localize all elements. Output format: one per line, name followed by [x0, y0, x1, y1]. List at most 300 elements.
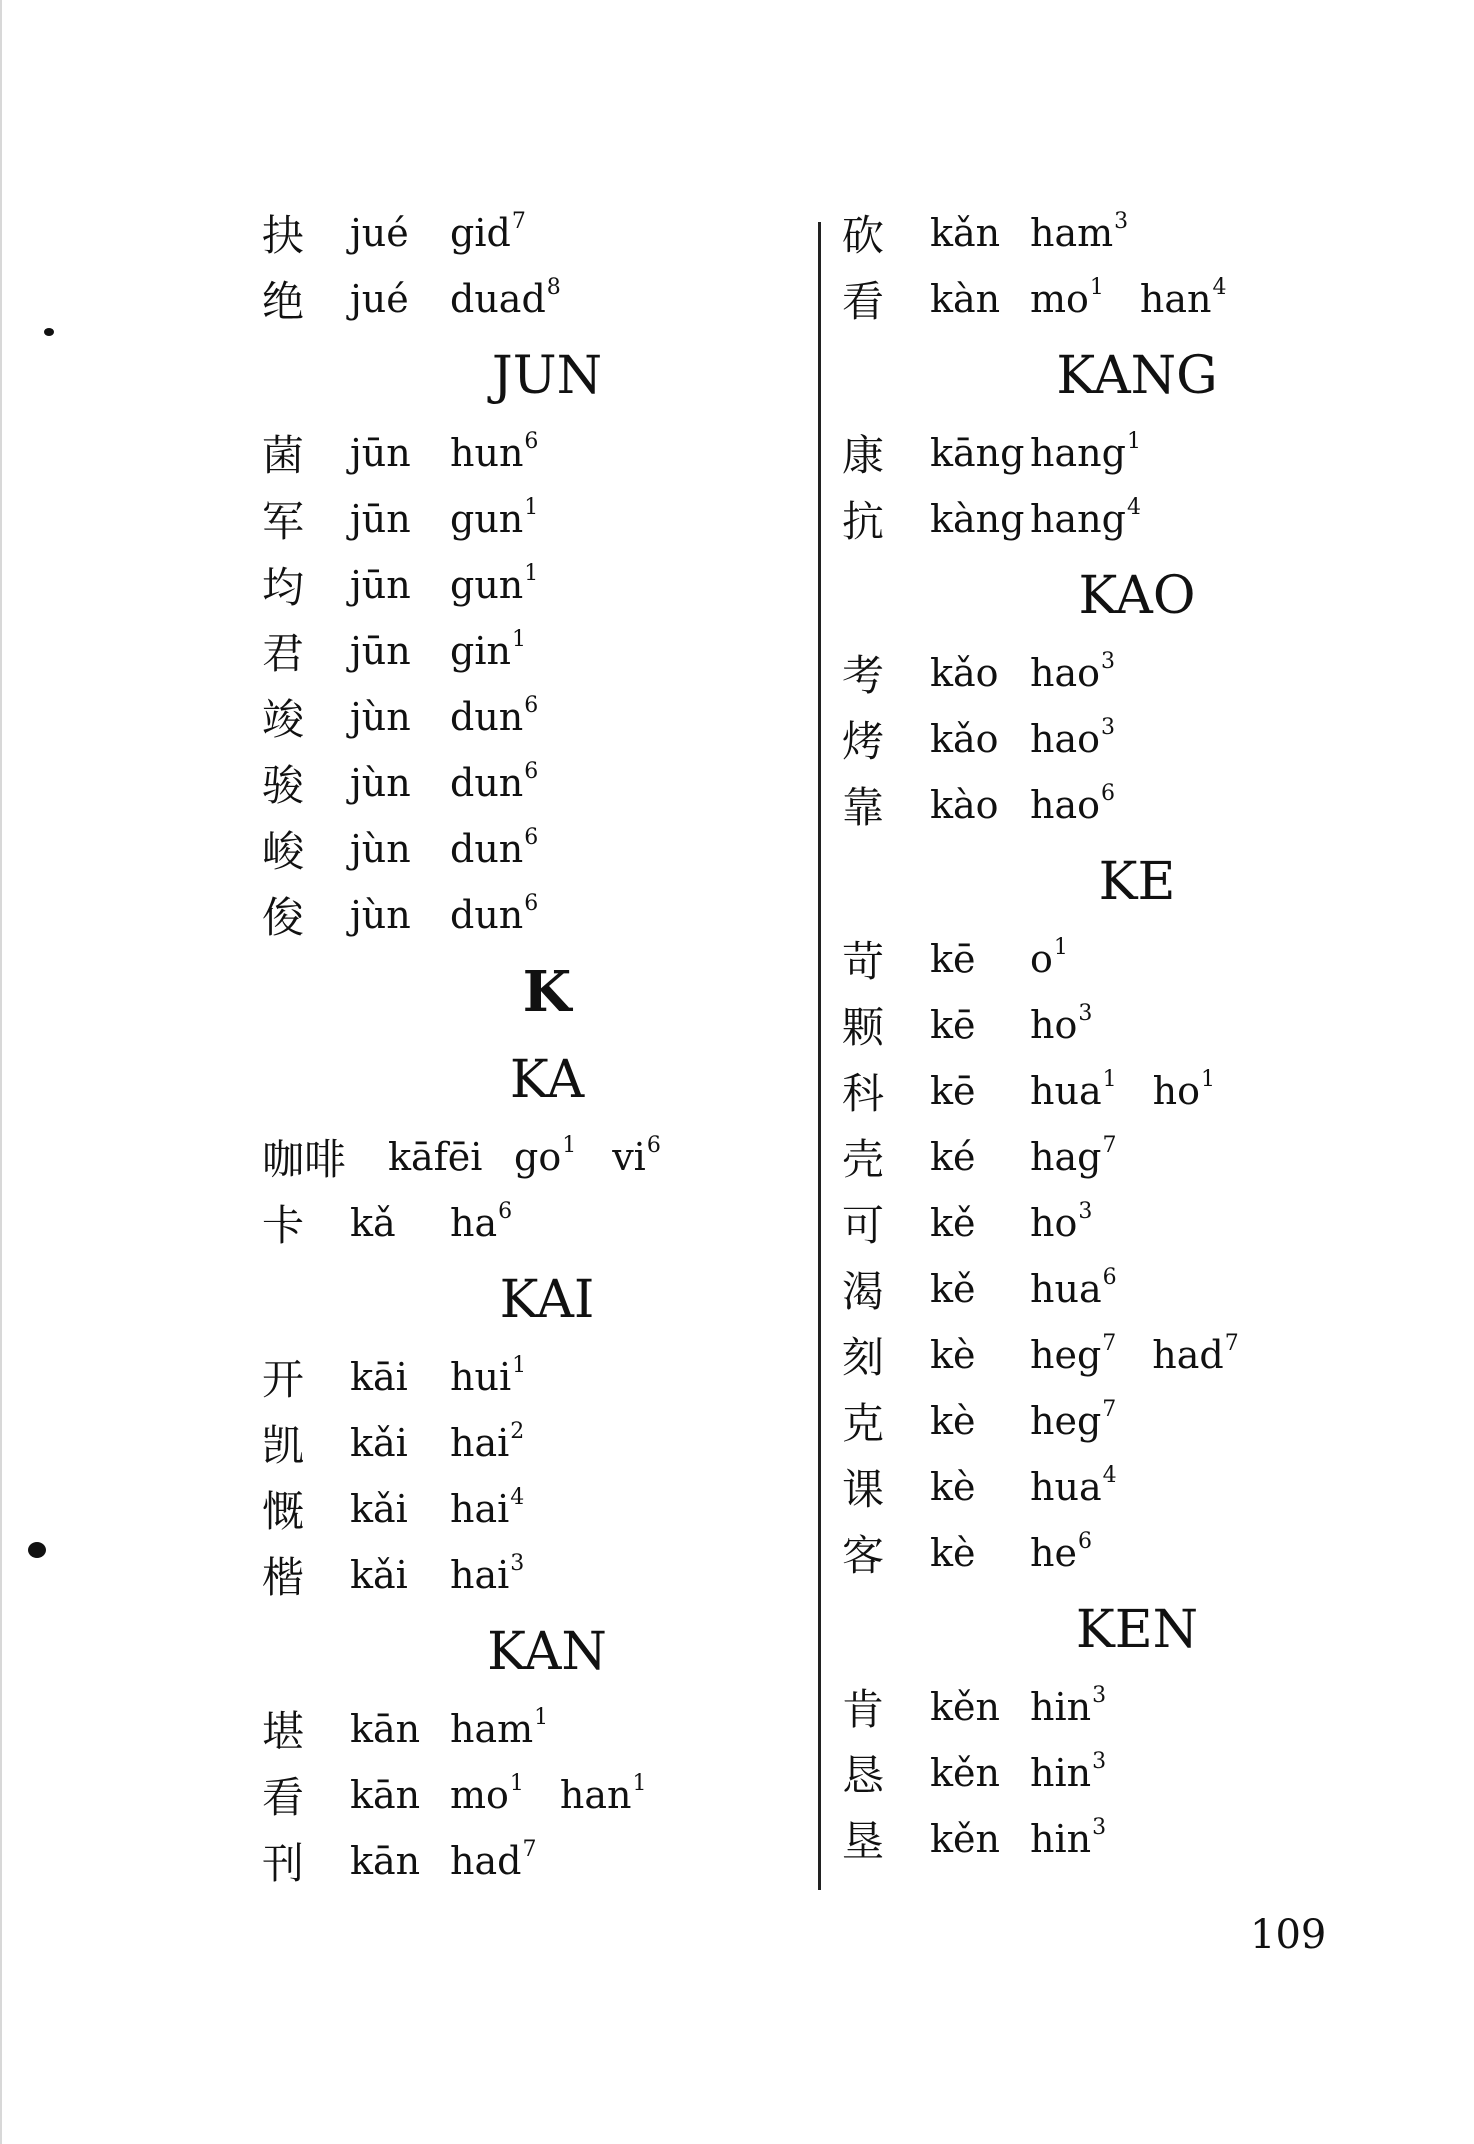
dictionary-entry: [842, 1058, 1402, 1124]
reading-text: o: [1030, 937, 1053, 981]
entry-readings: [450, 695, 574, 739]
reading: [450, 277, 561, 321]
tone-number: 7: [522, 1837, 537, 1862]
reading: [1030, 277, 1104, 321]
reading: [450, 1773, 524, 1817]
entry-pinyin: jùn: [350, 695, 411, 739]
entry-hanzi: 考: [842, 651, 885, 700]
reading-text: gun: [450, 563, 524, 607]
section-heading: KA: [509, 1050, 585, 1110]
dictionary-entry: [842, 1740, 1402, 1806]
entry-hanzi: 克: [842, 1399, 885, 1448]
entry-pinyin: kāfēi: [388, 1135, 483, 1179]
tone-number: 6: [1077, 1529, 1092, 1554]
entry-readings: [450, 431, 574, 475]
entry-pinyin: kǎo: [930, 717, 999, 761]
tone-number: 1: [511, 627, 526, 652]
entry-readings: [1030, 1069, 1251, 1113]
entry-hanzi: 课: [842, 1465, 885, 1514]
reading-text: dun: [450, 893, 524, 937]
entry-pinyin: kē: [930, 1069, 976, 1113]
dictionary-entry: [842, 772, 1402, 838]
entry-pinyin: jué: [350, 277, 409, 321]
dictionary-entry: [842, 200, 1402, 266]
entry-pinyin: kěn: [930, 1751, 1000, 1795]
reading-text: hin: [1030, 1685, 1092, 1729]
reading-text: gun: [450, 497, 524, 541]
entry-hanzi: 靠: [842, 783, 885, 832]
section-heading: KEN: [1075, 1600, 1199, 1660]
page-edge: [0, 0, 2, 2144]
entry-hanzi: 咖啡: [262, 1135, 347, 1184]
tone-number: 7: [1102, 1331, 1117, 1356]
reading: [450, 827, 538, 871]
tone-number: 4: [1212, 275, 1227, 300]
entry-readings: [450, 497, 574, 541]
reading: [1030, 1817, 1106, 1861]
reading-text: heg: [1030, 1399, 1102, 1443]
entry-readings: [450, 1773, 683, 1817]
entry-hanzi: 骏: [262, 761, 305, 810]
entry-hanzi: 君: [262, 629, 305, 678]
entry-readings: [514, 1135, 697, 1179]
tone-number: 3: [1078, 1001, 1093, 1026]
tone-number: 7: [1102, 1133, 1117, 1158]
entry-pinyin: kāi: [350, 1355, 408, 1399]
entry-readings: [1030, 1135, 1152, 1179]
tone-number: 6: [498, 1199, 513, 1224]
dictionary-entry: [262, 486, 802, 552]
reading-text: dun: [450, 695, 524, 739]
reading: [1152, 1333, 1238, 1377]
entry-pinyin: kào: [930, 783, 999, 827]
reading-text: hai: [450, 1421, 510, 1465]
dictionary-entry: [842, 1454, 1402, 1520]
entry-readings: [1030, 211, 1164, 255]
tone-number: 1: [562, 1133, 577, 1158]
entry-hanzi: 刊: [262, 1839, 305, 1888]
entry-pinyin: kān: [350, 1707, 421, 1751]
entry-hanzi: 垦: [842, 1817, 885, 1866]
reading: [1030, 1465, 1117, 1509]
reading-text: dun: [450, 827, 524, 871]
reading: [450, 695, 538, 739]
page-number: 109: [1250, 1912, 1327, 1958]
reading-text: heg: [1030, 1333, 1102, 1377]
reading: [1153, 1069, 1215, 1113]
entry-readings: [450, 629, 562, 673]
tone-number: 3: [1078, 1199, 1093, 1224]
tone-number: 3: [1101, 649, 1116, 674]
section-heading: KAN: [487, 1622, 607, 1682]
entry-pinyin: kǎi: [350, 1421, 408, 1465]
reading: [1030, 1267, 1117, 1311]
scan-speck: [44, 328, 54, 336]
dictionary-entry: [262, 1696, 802, 1762]
dictionary-entry: [842, 1806, 1402, 1872]
tone-number: 4: [1126, 495, 1141, 520]
reading-text: go: [514, 1135, 562, 1179]
dictionary-entry: [262, 1410, 802, 1476]
entry-pinyin: jūn: [350, 629, 411, 673]
entry-pinyin: kǎi: [350, 1487, 408, 1531]
entry-pinyin: kān: [350, 1773, 421, 1817]
entry-readings: [450, 1707, 584, 1751]
dictionary-entry: [262, 420, 802, 486]
tone-number: 8: [546, 275, 561, 300]
reading: [1030, 1333, 1116, 1377]
entry-readings: [1030, 1201, 1128, 1245]
left-column: [262, 200, 802, 1894]
entry-hanzi: 堪: [262, 1707, 305, 1756]
entry-pinyin: jūn: [350, 563, 411, 607]
tone-number: 1: [512, 1353, 527, 1378]
entry-hanzi: 苛: [842, 937, 885, 986]
tone-number: 2: [510, 1419, 525, 1444]
entry-readings: [1030, 277, 1263, 321]
reading-text: han: [1139, 277, 1212, 321]
tone-number: 3: [1101, 715, 1116, 740]
tone-number: 7: [1102, 1397, 1117, 1422]
entry-readings: [1030, 937, 1104, 981]
entry-pinyin: kě: [930, 1267, 976, 1311]
entry-hanzi: 慨: [262, 1487, 305, 1536]
tone-number: 4: [1102, 1463, 1117, 1488]
section-letter: K: [522, 959, 572, 1025]
entry-hanzi: 壳: [842, 1135, 885, 1184]
tone-number: 3: [1114, 209, 1129, 234]
entry-readings: [450, 1421, 560, 1465]
entry-hanzi: 客: [842, 1531, 885, 1580]
dictionary-entry: [262, 750, 802, 816]
tone-number: 1: [1053, 935, 1068, 960]
entry-hanzi: 刻: [842, 1333, 885, 1382]
entry-pinyin: kè: [930, 1531, 976, 1575]
entry-pinyin: jūn: [350, 431, 411, 475]
entry-pinyin: kē: [930, 1003, 976, 1047]
entry-pinyin: kāng: [930, 431, 1025, 475]
entry-hanzi: 军: [262, 497, 305, 546]
section-heading: KAI: [499, 1270, 595, 1330]
entry-readings: [1030, 1003, 1128, 1047]
reading-text: hai: [450, 1487, 510, 1531]
column-divider: [818, 222, 821, 1890]
entry-pinyin: kān: [350, 1839, 421, 1883]
entry-pinyin: jùn: [350, 893, 411, 937]
reading: [450, 629, 526, 673]
tone-number: 1: [1102, 1067, 1117, 1092]
tone-number: 1: [534, 1705, 549, 1730]
reading: [450, 1553, 524, 1597]
entry-readings: [1030, 1333, 1275, 1377]
section-heading: JUN: [491, 346, 603, 406]
reading-text: ha: [450, 1201, 498, 1245]
dictionary-entry: [262, 266, 802, 332]
section-heading: KE: [1098, 852, 1176, 912]
dictionary-entry: [262, 1476, 802, 1542]
entry-readings: [1030, 1267, 1153, 1311]
entry-readings: [1030, 1531, 1128, 1575]
entry-pinyin: jùn: [350, 827, 411, 871]
reading-text: hin: [1030, 1751, 1092, 1795]
entry-hanzi: 可: [842, 1201, 885, 1250]
entry-pinyin: kǎ: [350, 1201, 396, 1245]
reading: [1030, 1399, 1116, 1443]
reading-text: hua: [1030, 1267, 1102, 1311]
dictionary-entry: [262, 200, 802, 266]
dictionary-entry: [842, 486, 1402, 552]
entry-pinyin: kè: [930, 1399, 976, 1443]
reading-text: hao: [1030, 783, 1101, 827]
reading-text: hao: [1030, 651, 1101, 695]
reading-text: ham: [450, 1707, 534, 1751]
reading: [450, 563, 538, 607]
entry-readings: [1030, 1751, 1142, 1795]
entry-readings: [1030, 651, 1151, 695]
entry-pinyin: kàng: [930, 497, 1025, 541]
dictionary-entry: [842, 420, 1402, 486]
reading: [1030, 1751, 1106, 1795]
entry-pinyin: jué: [350, 211, 409, 255]
reading-text: hua: [1030, 1465, 1102, 1509]
entry-pinyin: kǎn: [930, 211, 1001, 255]
tone-number: 6: [524, 693, 539, 718]
entry-readings: [450, 761, 574, 805]
entry-hanzi: 绝: [262, 277, 305, 326]
reading-text: mo: [1030, 277, 1089, 321]
entry-hanzi: 砍: [842, 211, 885, 260]
reading: [1030, 1069, 1117, 1113]
tone-number: 1: [509, 1771, 524, 1796]
reading: [1030, 1003, 1092, 1047]
entry-pinyin: kěn: [930, 1817, 1000, 1861]
dictionary-entry: [842, 1674, 1402, 1740]
dictionary-entry: [262, 552, 802, 618]
tone-number: 1: [524, 495, 539, 520]
reading-text: hin: [1030, 1817, 1092, 1861]
reading-text: gid: [450, 211, 511, 255]
dictionary-entry: [842, 266, 1402, 332]
reading-text: hui: [450, 1355, 512, 1399]
tone-number: 1: [524, 561, 539, 586]
entry-hanzi: 俊: [262, 893, 305, 942]
tone-number: 4: [510, 1485, 525, 1510]
dictionary-entry: [262, 882, 802, 948]
dictionary-entry: [262, 1542, 802, 1608]
reading: [450, 1487, 524, 1531]
reading: [450, 761, 538, 805]
reading: [450, 497, 538, 541]
entry-hanzi: 竣: [262, 695, 305, 744]
reading-text: han: [559, 1773, 632, 1817]
entry-hanzi: 菌: [262, 431, 305, 480]
section-heading: KAO: [1078, 566, 1196, 626]
reading: [450, 893, 538, 937]
entry-readings: [450, 211, 562, 255]
dictionary-entry: [842, 1190, 1402, 1256]
entry-pinyin: kè: [930, 1333, 976, 1377]
dictionary-entry: [842, 1322, 1402, 1388]
reading: [1030, 651, 1115, 695]
entry-hanzi: 看: [842, 277, 885, 326]
dictionary-entry: [842, 926, 1402, 992]
reading: [1030, 211, 1128, 255]
entry-readings: [1030, 1399, 1152, 1443]
dictionary-entry: [262, 684, 802, 750]
reading-text: gin: [450, 629, 511, 673]
entry-hanzi: 卡: [262, 1201, 305, 1250]
reading-text: he: [1030, 1531, 1077, 1575]
entry-readings: [1030, 783, 1151, 827]
entry-hanzi: 看: [262, 1773, 305, 1822]
reading: [450, 431, 538, 475]
entry-hanzi: 康: [842, 431, 885, 480]
tone-number: 1: [1089, 275, 1104, 300]
entry-hanzi: 凯: [262, 1421, 305, 1470]
entry-hanzi: 肯: [842, 1685, 885, 1734]
entry-pinyin: kǎi: [350, 1553, 408, 1597]
reading: [450, 211, 526, 255]
entry-pinyin: kè: [930, 1465, 976, 1509]
entry-pinyin: kàn: [930, 277, 1001, 321]
entry-readings: [450, 1839, 572, 1883]
tone-number: 6: [1101, 781, 1116, 806]
entry-pinyin: kěn: [930, 1685, 1000, 1729]
dictionary-entry: [842, 1256, 1402, 1322]
dictionary-entry: [842, 1124, 1402, 1190]
dictionary-entry: [262, 1828, 802, 1894]
reading: [1140, 277, 1227, 321]
reading-text: hao: [1030, 717, 1101, 761]
dictionary-entry: [262, 1344, 802, 1410]
reading-text: hang: [1030, 497, 1126, 541]
reading: [1030, 783, 1115, 827]
entry-pinyin: kě: [930, 1201, 976, 1245]
section-heading: KANG: [1056, 346, 1218, 406]
entry-readings: [1030, 1465, 1153, 1509]
reading: [1030, 431, 1141, 475]
entry-hanzi: 烤: [842, 717, 885, 766]
reading: [1030, 1135, 1116, 1179]
entry-pinyin: ké: [930, 1135, 976, 1179]
tone-number: 7: [511, 209, 526, 234]
tone-number: 6: [524, 429, 539, 454]
dictionary-entry: [842, 1520, 1402, 1586]
reading-text: hang: [1030, 431, 1126, 475]
dictionary-entry: [842, 706, 1402, 772]
reading: [1030, 1201, 1092, 1245]
reading-text: had: [450, 1839, 522, 1883]
entry-hanzi: 抉: [262, 211, 305, 260]
tone-number: 6: [524, 825, 539, 850]
dictionary-entry: [842, 1388, 1402, 1454]
reading-text: duad: [450, 277, 546, 321]
reading-text: ho: [1030, 1201, 1078, 1245]
dictionary-entry: [842, 640, 1402, 706]
reading-text: hai: [450, 1553, 510, 1597]
reading: [1030, 1531, 1092, 1575]
reading: [450, 1839, 536, 1883]
reading: [1030, 717, 1115, 761]
tone-number: 3: [1092, 1749, 1107, 1774]
reading-text: ho: [1152, 1069, 1200, 1113]
reading-text: mo: [450, 1773, 509, 1817]
reading-text: had: [1152, 1333, 1224, 1377]
entry-readings: [450, 1487, 560, 1531]
reading: [1030, 1685, 1106, 1729]
reading-text: dun: [450, 761, 524, 805]
entry-readings: [1030, 431, 1177, 475]
entry-hanzi: 均: [262, 563, 305, 612]
entry-readings: [450, 1553, 560, 1597]
entry-readings: [450, 1355, 562, 1399]
reading: [450, 1355, 526, 1399]
entry-readings: [1030, 717, 1151, 761]
reading-text: hag: [1030, 1135, 1102, 1179]
entry-readings: [450, 277, 597, 321]
right-column: [842, 200, 1402, 1872]
tone-number: 3: [1092, 1815, 1107, 1840]
entry-readings: [1030, 497, 1177, 541]
entry-readings: [1030, 1817, 1142, 1861]
entry-hanzi: 渴: [842, 1267, 885, 1316]
dictionary-entry: [262, 1762, 802, 1828]
dictionary-entry: [262, 1124, 802, 1190]
dictionary-entry: [262, 618, 802, 684]
tone-number: 6: [646, 1133, 661, 1158]
tone-number: 6: [524, 891, 539, 916]
reading-text: hun: [450, 431, 524, 475]
entry-readings: [1030, 1685, 1142, 1729]
entry-pinyin: kǎo: [930, 651, 999, 695]
entry-hanzi: 抗: [842, 497, 885, 546]
entry-readings: [450, 827, 574, 871]
tone-number: 1: [632, 1771, 647, 1796]
reading: [514, 1135, 576, 1179]
tone-number: 1: [1126, 429, 1141, 454]
dictionary-entry: [842, 992, 1402, 1058]
entry-hanzi: 峻: [262, 827, 305, 876]
tone-number: 6: [524, 759, 539, 784]
reading: [560, 1773, 647, 1817]
entry-hanzi: 科: [842, 1069, 885, 1118]
tone-number: 3: [1092, 1683, 1107, 1708]
reading-text: vi: [612, 1135, 646, 1179]
reading: [1030, 497, 1141, 541]
tone-number: 7: [1224, 1331, 1239, 1356]
tone-number: 3: [510, 1551, 525, 1576]
tone-number: 1: [1200, 1067, 1215, 1092]
entry-pinyin: jūn: [350, 497, 411, 541]
entry-hanzi: 开: [262, 1355, 305, 1404]
entry-readings: [450, 1201, 548, 1245]
entry-hanzi: 楷: [262, 1553, 305, 1602]
entry-readings: [450, 563, 574, 607]
reading: [1030, 937, 1068, 981]
entry-readings: [450, 893, 574, 937]
reading-text: hua: [1030, 1069, 1102, 1113]
entry-pinyin: jùn: [350, 761, 411, 805]
tone-number: 6: [1102, 1265, 1117, 1290]
entry-hanzi: 颗: [842, 1003, 885, 1052]
reading-text: ham: [1030, 211, 1114, 255]
scan-speck: [28, 1542, 46, 1558]
dictionary-entry: [262, 816, 802, 882]
reading: [450, 1421, 524, 1465]
reading: [450, 1201, 512, 1245]
dictionary-entry: [262, 1190, 802, 1256]
entry-hanzi: 恳: [842, 1751, 885, 1800]
